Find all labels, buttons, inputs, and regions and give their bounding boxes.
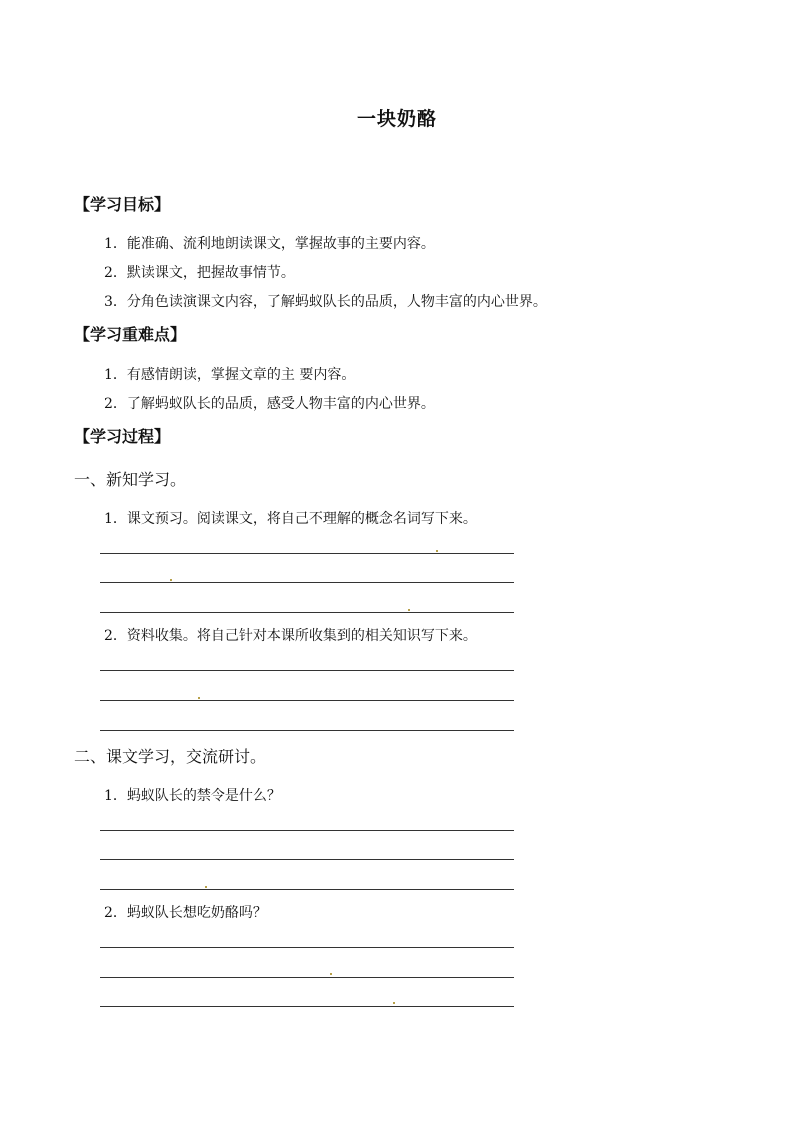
keypoint-item: 1．有感情朗读，掌握文章的主 要内容。 [104,367,356,383]
speck-mark [170,579,172,581]
question-item: 1．课文预习。阅读课文，将自己不理解的概念名词写下来。 [104,511,477,527]
answer-line [100,859,514,860]
speck-mark [408,609,410,611]
answer-line [100,1006,514,1007]
section-heading-goals: 【学习目标】 [74,195,171,214]
answer-line [100,670,514,671]
keypoint-item: 2．了解蚂蚁队长的品质，感受人物丰富的内心世界。 [104,396,435,412]
answer-line [100,612,514,613]
answer-line [100,889,514,890]
answer-line [100,582,514,583]
answer-line [100,730,514,731]
speck-mark [205,886,207,888]
goal-item: 2．默读课文，把握故事情节。 [104,265,295,281]
part-heading-text-study: 二、课文学习，交流研讨。 [74,747,267,766]
section-heading-process: 【学习过程】 [74,427,171,446]
goal-item: 3．分角色读演课文内容，了解蚂蚁队长的品质，人物丰富的内心世界。 [104,294,547,310]
answer-line [100,977,514,978]
speck-mark [436,550,438,552]
answer-line [100,947,514,948]
question-item: 1．蚂蚁队长的禁令是什么？ [104,788,281,804]
part-heading-new-knowledge: 一、新知学习。 [74,470,187,489]
answer-line [100,700,514,701]
goal-item: 1．能准确、流利地朗读课文，掌握故事的主要内容。 [104,236,435,252]
answer-line [100,553,514,554]
speck-mark [330,973,332,975]
document-title: 一块奶酪 [356,108,437,130]
question-item: 2．蚂蚁队长想吃奶酪吗？ [104,905,267,921]
question-item: 2．资料收集。将自己针对本课所收集到的相关知识写下来。 [104,628,477,644]
answer-line [100,830,514,831]
speck-mark [198,697,200,699]
section-heading-keypoints: 【学习重难点】 [74,325,187,344]
speck-mark [393,1002,395,1004]
